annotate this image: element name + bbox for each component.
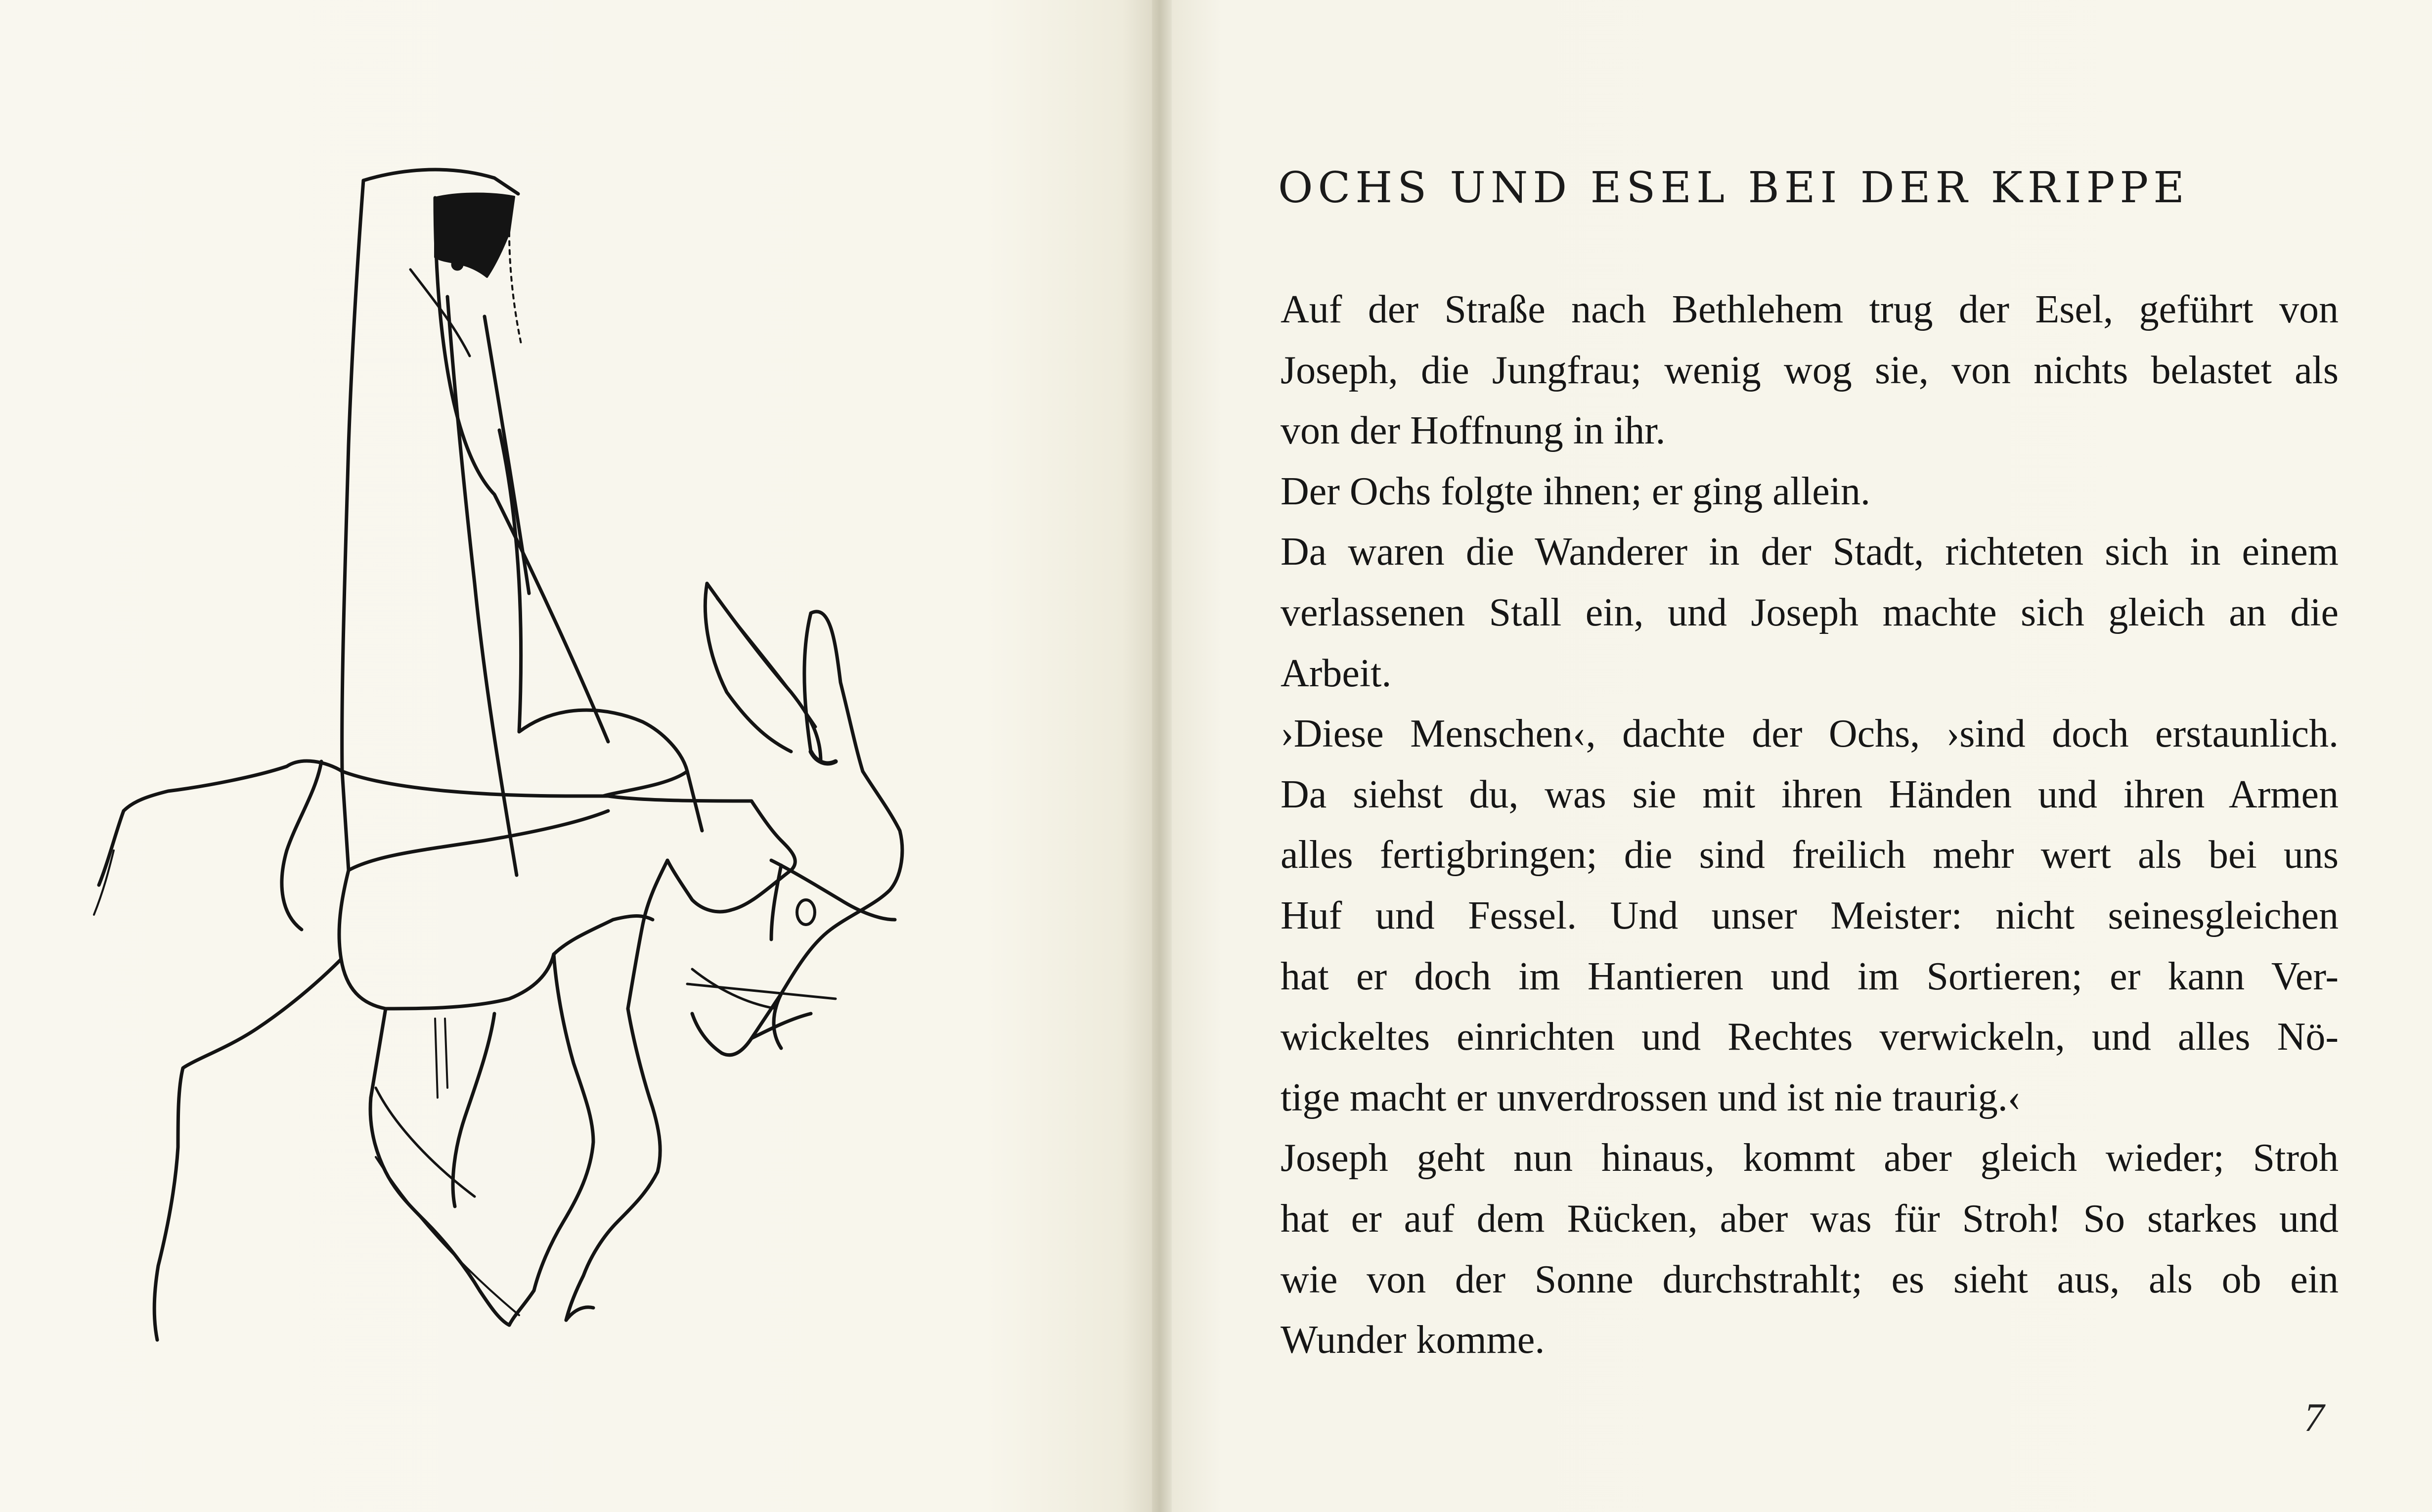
text-line: Der Ochs folgte ihnen; er ging allein. (1281, 469, 1870, 513)
text-line: wickeltes einrichten und Rechtes verwickeln, und alles Nö- (1281, 1015, 2339, 1059)
text-line: Arbeit. (1281, 651, 1392, 695)
text-line: Da siehst du, was sie mit ihren Händen und ihren Armen (1281, 772, 2339, 816)
text-line: hat er doch im Hantieren und im Sortieren; er kann Ver- (1281, 954, 2339, 998)
text-line: Auf der Straße nach Bethlehem trug der Esel, geführt von (1281, 288, 2339, 331)
book-gutter (1152, 0, 1172, 1512)
text-line: verlassenen Stall ein, und Joseph machte sich gleich an die (1281, 590, 2339, 634)
chapter-title: OCHS UND ESEL BEI DER KRIPPE (1278, 163, 2190, 213)
virgin-on-donkey-illustration (0, 0, 1157, 1512)
text-line: ›Diese Menschen‹, dachte der Ochs, ›sind doch erstaunlich. (1281, 712, 2339, 756)
text-line: alles fertigbringen; die sind freilich mehr wert als bei uns (1281, 833, 2339, 877)
text-line: Joseph geht nun hinaus, kommt aber gleich wieder; Stroh (1281, 1136, 2339, 1180)
text-line: Wunder komme. (1281, 1318, 1545, 1362)
page-number: 7 (2304, 1395, 2324, 1440)
text-line: tige macht er unverdrossen und ist nie traurig.‹ (1281, 1075, 2021, 1119)
text-line: von der Hoffnung in ihr. (1281, 409, 1666, 453)
text-line: Huf und Fessel. Und unser Meister: nicht seinesgleichen (1281, 893, 2339, 937)
left-page (0, 0, 1157, 1512)
text-line: Joseph, die Jungfrau; wenig wog sie, von nichts belastet als (1281, 348, 2339, 392)
text-line: Da waren die Wanderer in der Stadt, richteten sich in einem (1281, 530, 2339, 574)
text-line: hat er auf dem Rücken, aber was für Stroh! So starkes und (1281, 1197, 2339, 1241)
text-line: wie von der Sonne durchstrahlt; es sieht aus, als ob ein (1281, 1257, 2339, 1301)
body-text (1281, 279, 2339, 1371)
